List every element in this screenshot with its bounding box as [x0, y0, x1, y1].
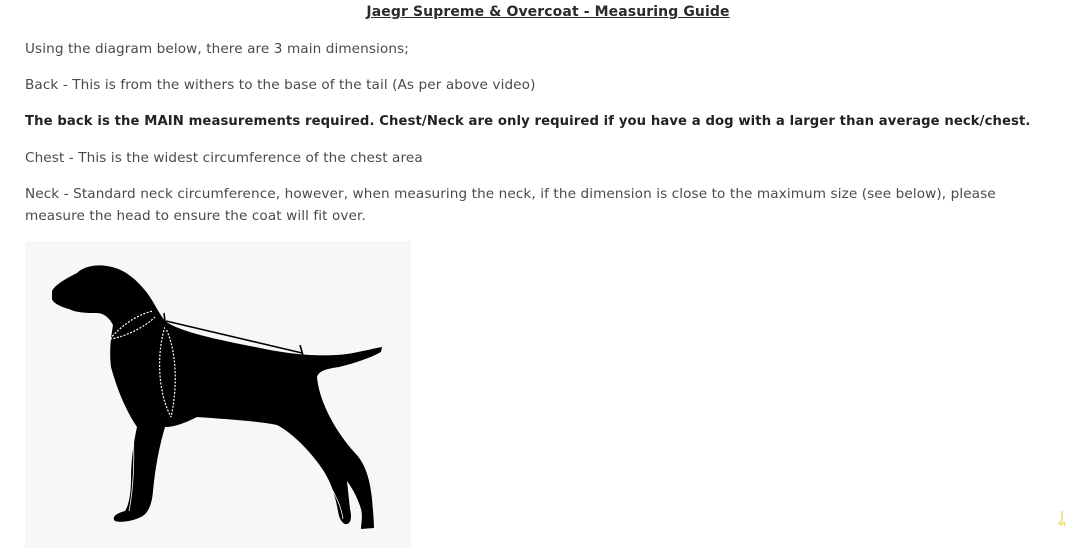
page-title: Jaegr Supreme & Overcoat - Measuring Guide — [366, 4, 730, 20]
important-note: The back is the MAIN measurements required. Chest/Neck are only required if you have a dog with a larger than average neck/chest. — [25, 114, 1031, 129]
dog-silhouette-illustration — [25, 241, 411, 548]
back-description: Back - This is from the withers to the base of the tail (As per above video) — [25, 77, 536, 93]
chest-description: Chest - This is the widest circumference of the chest area — [25, 150, 423, 166]
intro-text: Using the diagram below, there are 3 main dimensions; — [25, 41, 409, 57]
cursor-icon — [1058, 510, 1066, 528]
neck-description: Neck - Standard neck circumference, however, when measuring the neck, if the dimension is close to the maximum size (see below), please measure the head to ensure the coat will fit over. — [25, 186, 996, 224]
measuring-diagram — [25, 241, 411, 548]
